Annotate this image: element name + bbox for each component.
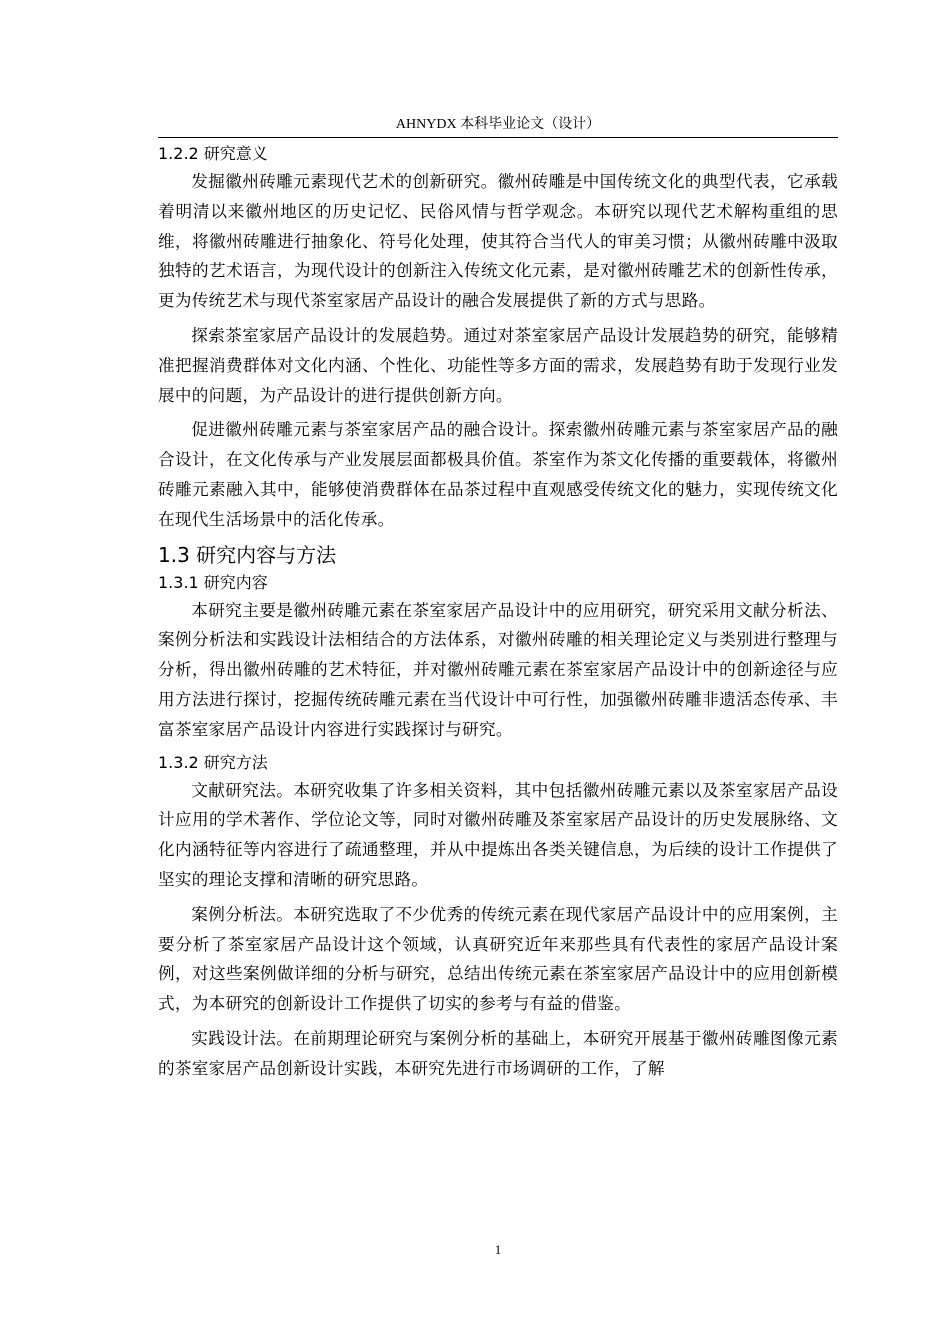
page-body — [158, 141, 838, 1089]
paragraph: 促进徽州砖雕元素与茶室家居产品的融合设计。探索徽州砖雕元素与茶室家居产品的融合设计，在文化传承与产业发展层面都极具价值。茶室作为茶文化传播的重要载体，将徽州砖雕元素融入其中，能够使消费群体在品茶过程中直观感受传统文化的魅力，实现传统文化在现代生活场景中的活化传承。 — [158, 420, 838, 529]
section-1-3-heading: 1.3 研究内容与方法 — [158, 542, 337, 567]
paragraph: 发掘徽州砖雕元素现代艺术的创新研究。徽州砖雕是中国传统文化的典型代表，它承载着明清以来徽州地区的历史记忆、民俗风情与哲学观念。本研究以现代艺术解构重组的思维，将徽州砖雕进行抽象化、符号化处理，使其符合当代人的审美习惯；从徽州砖雕中汲取独特的艺术语言，为现代设计的创新注入传统文化元素，是对徽州砖雕艺术的创新性传承，更为传统艺术与现代茶室家居产品设计的融合发展提供了新的方式与思路。 — [158, 172, 838, 311]
paragraph: 探索茶室家居产品设计的发展趋势。通过对茶室家居产品设计发展趋势的研究，能够精准把握消费群体对文化内涵、个性化、功能性等多方面的需求，发展趋势有助于发现行业发展中的问题，为产品设计的进行提供创新方向。 — [158, 325, 838, 405]
paragraph: 本研究主要是徽州砖雕元素在茶室家居产品设计中的应用研究，研究采用文献分析法、案例分析法和实践设计法相结合的方法体系，对徽州砖雕的相关理论定义与类别进行整理与分析，得出徽州砖雕的艺术特征，并对徽州砖雕元素在茶室家居产品设计中的创新途径与应用方法进行探讨，挖掘传统砖雕元素在当代设计中可行性，加强徽州砖雕非遗活态传承、丰富茶室家居产品设计内容进行实践探讨与研究。 — [158, 600, 838, 739]
section-1-2-2-heading: 1.2.2 研究意义 — [158, 144, 268, 163]
running-header: AHNYDX 本科毕业论文（设计） — [395, 117, 601, 132]
paragraph: 案例分析法。本研究选取了不少优秀的传统元素在现代家居产品设计中的应用案例，主要分析了茶室家居产品设计这个领域，认真研究近年来那些具有代表性的家居产品设计案例，对这些案例做详细的分析与研究，总结出传统元素在茶室家居产品设计中的应用创新模式，为本研究的创新设计工作提供了切实的参考与有益的借鉴。 — [158, 904, 838, 1014]
paragraph: 文献研究法。本研究收集了许多相关资料，其中包括徽州砖雕元素以及茶室家居产品设计应用的学术著作、学位论文等，同时对徽州砖雕及茶室家居产品设计的历史发展脉络、文化内涵特征等内容进行了疏通整理，并从中提炼出各类关键信息，为后续的设计工作提供了坚实的理论支撑和清晰的研究思路。 — [158, 780, 838, 889]
section-1-3-2-heading: 1.3.2 研究方法 — [158, 752, 268, 772]
paragraph: 实践设计法。在前期理论研究与案例分析的基础上，本研究开展基于徽州砖雕图像元素的茶室家居产品创新设计实践，本研究先进行市场调研的工作，了解 — [158, 1028, 838, 1078]
header-rule — [158, 137, 838, 138]
page-number: 1 — [494, 1242, 502, 1257]
section-1-3-1-heading: 1.3.1 研究内容 — [158, 572, 268, 592]
